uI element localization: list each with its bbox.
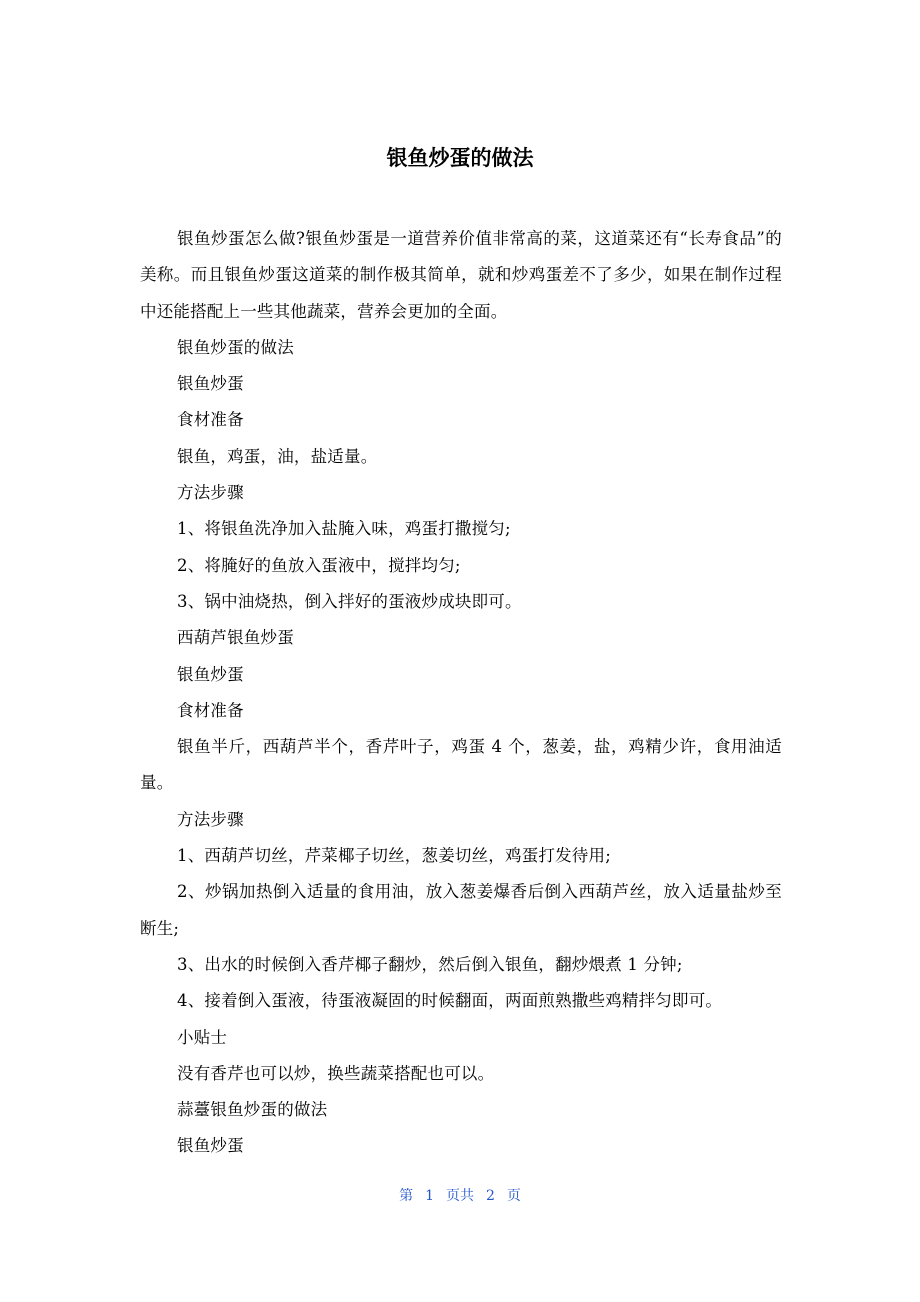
footer-current-page: 1 <box>425 1188 434 1204</box>
paragraph: 蒜薹银鱼炒蛋的做法 <box>177 1100 328 1120</box>
paragraph: 银鱼炒蛋的做法 <box>177 337 294 357</box>
page-title: 银鱼炒蛋的做法 <box>386 146 534 170</box>
paragraph: 方法步骤 <box>177 483 244 503</box>
paragraph-intro: 银鱼炒蛋怎么做?银鱼炒蛋是一道营养价值非常高的菜，这道菜还有“长寿食品”的美称。而且银鱼炒蛋这道菜的制作极其简单，就和炒鸡蛋差不了多少，如果在制作过程中还能搭配上一些其他蔬菜，营养会更加的全面。 <box>140 229 782 321</box>
footer-suffix: 页 <box>506 1188 521 1204</box>
paragraph: 银鱼炒蛋 <box>177 374 244 394</box>
paragraph: 没有香芹也可以炒，换些蔬菜搭配也可以。 <box>177 1063 495 1083</box>
paragraph: 3、出水的时候倒入香芹椰子翻炒，然后倒入银鱼，翻炒煨煮 1 分钟; <box>177 954 683 974</box>
footer-middle: 页共 <box>446 1188 474 1204</box>
paragraph: 4、接着倒入蛋液，待蛋液凝固的时候翻面，两面煎熟撒些鸡精拌匀即可。 <box>177 991 723 1011</box>
document-body <box>140 221 782 1165</box>
paragraph: 3、锅中油烧热，倒入拌好的蛋液炒成块即可。 <box>177 591 522 611</box>
paragraph: 方法步骤 <box>177 809 244 829</box>
page-footer <box>0 1185 920 1205</box>
paragraph: 银鱼，鸡蛋，油，盐适量。 <box>177 446 378 466</box>
paragraph: 小贴士 <box>177 1027 228 1047</box>
paragraph: 食材准备 <box>177 700 244 720</box>
paragraph: 2、炒锅加热倒入适量的食用油，放入葱姜爆香后倒入西葫芦丝，放入适量盐炒至断生; <box>140 882 782 938</box>
paragraph: 食材准备 <box>177 410 244 430</box>
paragraph: 银鱼炒蛋 <box>177 1136 244 1156</box>
paragraph: 1、西葫芦切丝，芹菜椰子切丝，葱姜切丝，鸡蛋打发待用; <box>177 846 611 866</box>
paragraph: 银鱼炒蛋 <box>177 664 244 684</box>
paragraph: 2、将腌好的鱼放入蛋液中，搅拌均匀; <box>177 555 461 575</box>
paragraph: 银鱼半斤，西葫芦半个，香芹叶子，鸡蛋 4 个，葱姜，盐，鸡精少许，食用油适量。 <box>140 737 782 793</box>
paragraph: 西葫芦银鱼炒蛋 <box>177 628 294 648</box>
paragraph: 1、将银鱼洗净加入盐腌入味，鸡蛋打撒搅匀; <box>177 519 511 539</box>
footer-prefix: 第 <box>399 1188 414 1204</box>
footer-total-pages: 2 <box>486 1188 495 1204</box>
